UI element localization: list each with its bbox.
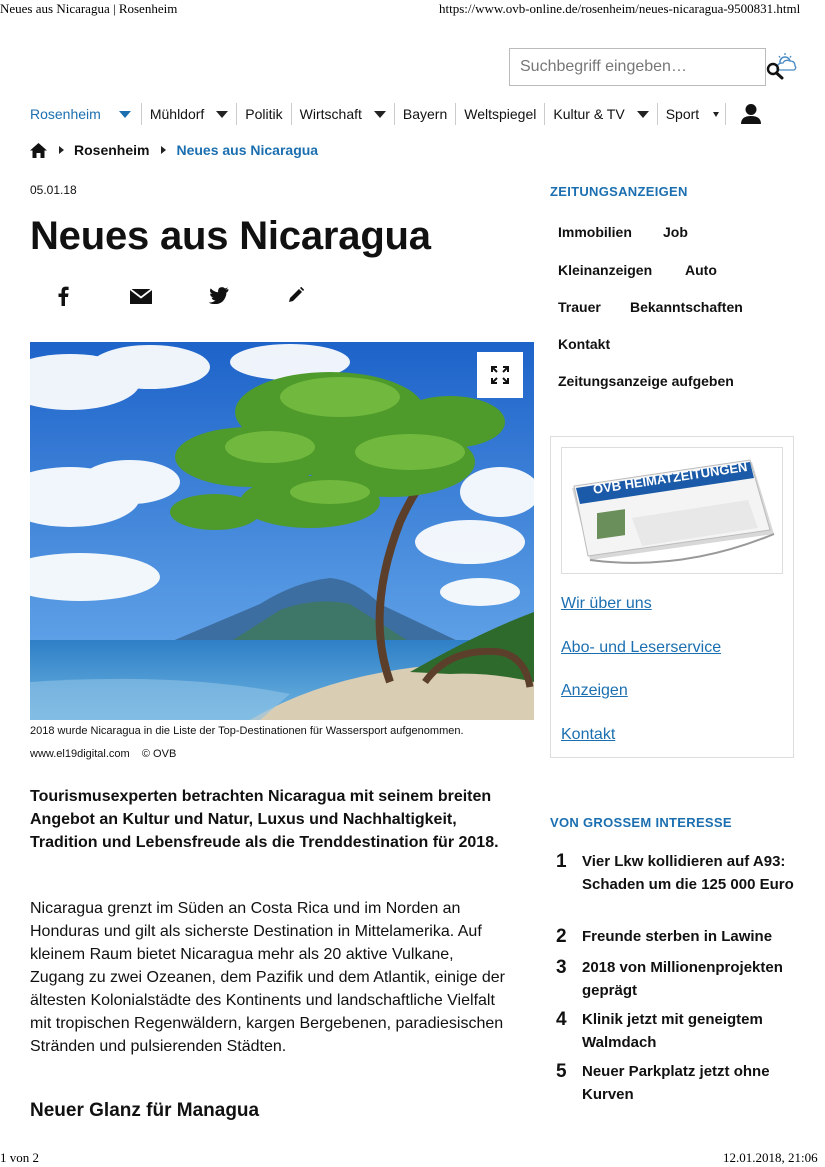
- article-date: 05.01.18: [30, 183, 77, 197]
- search-box: [509, 48, 766, 86]
- interest-rank: 5: [556, 1061, 567, 1082]
- breadcrumb-section[interactable]: Rosenheim: [74, 142, 150, 158]
- ad-link-bekanntschaften[interactable]: Bekanntschaften: [630, 299, 743, 315]
- article-body: Nicaragua grenzt im Süden an Costa Rica und im Norden an Honduras und gilt als sicherste Destination in Mittelamerika. Auf kleinem Raum bietet Nicaragua mehr als 20 aktive Vulkane, Zugang zu zwei Ozeanen, dem Pazifik und dem Atlantik, einige der ältesten Kolonialstädte des Kontinents und landschaftliche Vielfalt mit tropischen Regenwäldern, kargen Bergebenen, paradiesischen Stränden und pulsierenden Städten.: [30, 900, 505, 1055]
- breadcrumb-separator-icon: [161, 146, 166, 154]
- chevron-down-icon[interactable]: [637, 111, 649, 118]
- print-page-number: 1 von 2: [0, 1150, 39, 1165]
- chevron-down-icon[interactable]: [216, 111, 228, 118]
- interest-rank: 4: [556, 1009, 567, 1030]
- ad-link-zeitungsanzeige[interactable]: Zeitungsanzeige aufgeben: [558, 373, 734, 389]
- image-source: www.el19digital.com: [30, 748, 130, 760]
- ads-heading: ZEITUNGSANZEIGEN: [550, 184, 688, 199]
- nav-item-wirtschaft[interactable]: Wirtschaft: [299, 106, 362, 122]
- facebook-icon[interactable]: [57, 286, 69, 306]
- main-nav: [22, 102, 806, 126]
- search-icon[interactable]: [763, 52, 797, 84]
- interest-link[interactable]: Neuer Parkplatz jetzt ohne Kurven: [582, 1063, 770, 1103]
- box-link-kontakt[interactable]: Kontakt: [561, 726, 616, 743]
- search-input[interactable]: [510, 49, 770, 85]
- nav-item-sport[interactable]: Sport: [665, 106, 700, 122]
- box-link-wir-ueber-uns[interactable]: Wir über uns: [561, 595, 652, 612]
- print-page-title: Neues aus Nicaragua | Rosenheim: [0, 1, 178, 16]
- interest-link[interactable]: Freunde sterben in Lawine: [582, 928, 773, 945]
- twitter-icon[interactable]: [208, 287, 229, 304]
- email-icon[interactable]: [130, 289, 152, 304]
- interest-link[interactable]: Klinik jetzt mit geneigtem Walmdach: [582, 1011, 763, 1051]
- article-subheading: Neuer Glanz für Managua: [30, 1100, 260, 1121]
- interest-rank: 3: [556, 957, 567, 978]
- ad-link-kleinanzeigen[interactable]: Kleinanzeigen: [558, 262, 653, 278]
- interest-rank: 1: [556, 851, 567, 872]
- interest-heading: VON GROSSEM INTERESSE: [550, 815, 732, 830]
- print-page-url: https://www.ovb-online.de/rosenheim/neues-nicaragua-9500831.html: [439, 1, 801, 16]
- interest-link[interactable]: Vier Lkw kollidieren auf A93: Schaden um die 125 000 Euro: [582, 853, 794, 893]
- nav-item-rosenheim[interactable]: Rosenheim: [30, 106, 101, 122]
- chevron-down-icon[interactable]: [374, 111, 386, 118]
- ad-link-trauer[interactable]: Trauer: [558, 299, 601, 315]
- ad-link-job[interactable]: Job: [663, 224, 688, 240]
- expand-icon[interactable]: [477, 352, 523, 398]
- article-title: Neues aus Nicaragua: [30, 214, 431, 258]
- chevron-down-icon[interactable]: [713, 112, 719, 117]
- nav-divider: [725, 103, 726, 125]
- interest-rank: 2: [556, 926, 567, 947]
- nav-item-weltspiegel[interactable]: Weltspiegel: [464, 106, 537, 122]
- newspaper-image[interactable]: [561, 447, 783, 574]
- box-link-anzeigen[interactable]: Anzeigen: [561, 682, 628, 699]
- nav-item-muehldorf[interactable]: Mühldorf: [149, 106, 205, 122]
- image-copyright: © OVB: [141, 748, 177, 760]
- user-icon[interactable]: [740, 103, 762, 125]
- home-icon[interactable]: [30, 143, 47, 158]
- print-datetime: 12.01.2018, 21:06: [723, 1150, 818, 1165]
- nav-item-bayern[interactable]: Bayern: [402, 106, 448, 122]
- image-credit: [30, 748, 176, 760]
- box-link-abo-leserservice[interactable]: Abo- und Leserservice: [561, 639, 722, 656]
- article-hero-image[interactable]: [30, 342, 534, 720]
- newspaper-logo-text: OVB HEIMATZEITUNGEN: [592, 458, 749, 497]
- breadcrumb-separator-icon: [59, 146, 64, 154]
- image-caption: 2018 wurde Nicaragua in die Liste der Top-Destinationen für Wassersport aufgenommen.: [30, 725, 464, 737]
- ad-link-immobilien[interactable]: Immobilien: [558, 224, 632, 240]
- ad-link-auto[interactable]: Auto: [685, 262, 717, 278]
- ad-link-kontakt[interactable]: Kontakt: [558, 336, 611, 352]
- nav-item-kultur-tv[interactable]: Kultur & TV: [553, 106, 625, 122]
- publisher-box: [550, 436, 794, 758]
- chevron-down-icon[interactable]: [119, 111, 131, 118]
- pencil-icon[interactable]: [288, 287, 304, 303]
- article-lead: Tourismusexperten betrachten Nicaragua mit seinem breiten Angebot an Kultur und Natur, Luxus und Nachhaltigkeit, Tradition und Lebensfreude als die Trenddestination für 2018.: [30, 788, 499, 851]
- breadcrumb-current[interactable]: Neues aus Nicaragua: [176, 142, 319, 158]
- breadcrumb: [30, 142, 318, 158]
- interest-link[interactable]: 2018 von Millionenprojekten geprägt: [582, 959, 783, 999]
- nav-item-politik[interactable]: Politik: [245, 106, 283, 122]
